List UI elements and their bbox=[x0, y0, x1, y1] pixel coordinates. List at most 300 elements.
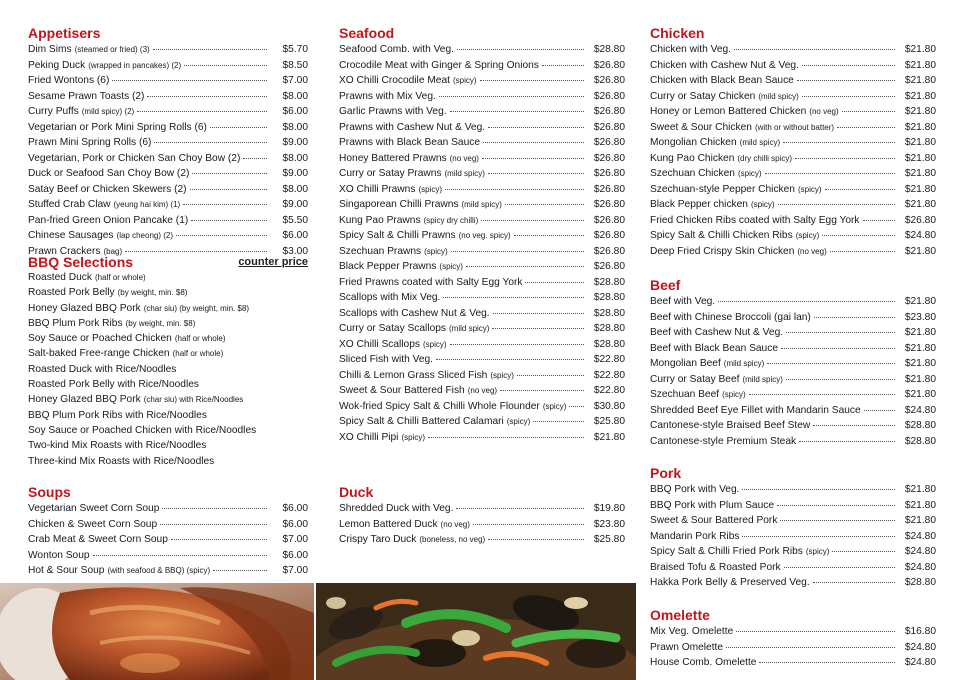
chicken-item-black-pepper-chicken bbox=[650, 197, 936, 213]
appetisers-item-pan-fried-green-onion-pancake-1 bbox=[28, 213, 308, 229]
dot-leader bbox=[813, 425, 895, 426]
item-price: $26.80 bbox=[593, 137, 625, 148]
item-price: $24.80 bbox=[904, 561, 936, 573]
appetisers-item-chinese-sausages bbox=[28, 228, 308, 244]
item-note: (mild spicy) (2) bbox=[81, 107, 135, 116]
item-name: Scallops with Mix Veg. bbox=[339, 292, 441, 303]
item-note: (by weight, min. $8) bbox=[117, 288, 188, 298]
dot-leader bbox=[781, 348, 895, 349]
item-price: $21.80 bbox=[904, 121, 936, 133]
duck-item-lemon-battered-duck bbox=[339, 517, 625, 533]
dot-leader bbox=[488, 173, 584, 174]
item-note: (mild spicy) bbox=[449, 324, 490, 333]
item-name: Mandarin Pork Ribs bbox=[650, 530, 740, 542]
item-price: $21.80 bbox=[593, 431, 625, 443]
dot-leader bbox=[780, 520, 895, 521]
seafood-item-xo-chilli-prawns bbox=[339, 182, 625, 198]
beef-item-cantonese-style-premium-steak bbox=[650, 434, 936, 450]
chicken-item-szechuan-style-pepper-chicken bbox=[650, 182, 936, 198]
chicken-title: Chicken bbox=[650, 25, 705, 41]
dot-leader bbox=[184, 65, 267, 66]
dot-leader bbox=[243, 158, 267, 159]
dot-leader bbox=[451, 251, 584, 252]
item-price: $26.80 bbox=[593, 230, 625, 241]
item-name: Chicken with Cashew Nut & Veg. bbox=[650, 59, 799, 71]
dot-leader bbox=[488, 127, 584, 128]
seafood-section bbox=[339, 25, 625, 445]
soups-item-chicken-sweet-corn-soup bbox=[28, 517, 308, 533]
item-note: (mild spicy) bbox=[461, 200, 502, 209]
item-price: $24.80 bbox=[904, 530, 936, 542]
item-note: (mild spicy) bbox=[444, 169, 485, 178]
item-price: $26.80 bbox=[593, 214, 625, 226]
item-price: $24.80 bbox=[904, 546, 936, 557]
bbq-title: BBQ Selections bbox=[28, 254, 134, 270]
item-name: XO Chilli Crocodile Meat bbox=[339, 75, 450, 86]
dot-leader bbox=[726, 647, 895, 648]
pork-list bbox=[650, 482, 936, 591]
item-name: Crispy Taro Duck bbox=[339, 534, 417, 545]
dot-leader bbox=[210, 127, 267, 128]
item-note: (no veg. spicy) bbox=[458, 231, 511, 240]
seafood-item-seafood-comb-with-veg bbox=[339, 42, 625, 58]
dot-leader bbox=[112, 80, 267, 81]
item-price: $8.00 bbox=[282, 121, 308, 133]
dot-leader bbox=[183, 204, 267, 205]
item-price: $21.80 bbox=[904, 106, 936, 117]
appetisers-item-curry-puffs bbox=[28, 104, 308, 120]
item-price: $21.80 bbox=[904, 168, 936, 179]
item-price: $23.80 bbox=[593, 518, 625, 530]
dot-leader bbox=[742, 489, 895, 490]
item-price: $21.80 bbox=[904, 59, 936, 71]
item-note: (steamed or fried) (3) bbox=[74, 45, 150, 54]
dot-leader bbox=[480, 80, 584, 81]
item-name: Shredded Beef Eye Fillet with Mandarin Sauce bbox=[650, 404, 861, 416]
dot-leader bbox=[799, 441, 895, 442]
item-name: Fried Prawns coated with Salty Egg York bbox=[339, 276, 523, 288]
item-name: Two-kind Mix Roasts with Rice/Noodles bbox=[28, 440, 207, 452]
item-note: (spicy) bbox=[490, 370, 514, 380]
dot-leader bbox=[428, 437, 584, 438]
item-price: $16.80 bbox=[904, 626, 936, 637]
duck-section bbox=[339, 484, 625, 548]
item-price: $24.80 bbox=[904, 657, 936, 668]
item-price: $5.50 bbox=[282, 214, 308, 226]
seafood-item-garlic-prawns-with-veg bbox=[339, 104, 625, 120]
item-price: $21.80 bbox=[904, 137, 936, 148]
seafood-item-crocodile-meat-with-ginger-spring-onions bbox=[339, 58, 625, 74]
counter-price-label: counter price bbox=[238, 256, 308, 268]
beef-item-beef-with-chinese-broccoli-gai-lan bbox=[650, 310, 936, 326]
item-name: XO Chilli Scallops bbox=[339, 338, 420, 350]
item-price: $28.80 bbox=[593, 292, 625, 303]
appetisers-item-satay-beef-or-chicken-skewers-2 bbox=[28, 182, 308, 198]
dot-leader bbox=[445, 189, 584, 190]
item-name: Vegetarian Sweet Corn Soup bbox=[28, 503, 160, 514]
item-note: (spicy) bbox=[737, 169, 762, 178]
bbq-item-roasted-duck-with-rice-noodles bbox=[28, 362, 308, 377]
item-price: $26.80 bbox=[593, 106, 625, 117]
seafood-title: Seafood bbox=[339, 25, 395, 41]
item-price: $26.80 bbox=[593, 152, 625, 164]
pork-item-spicy-salt-chilli-fried-pork-ribs bbox=[650, 544, 936, 560]
dot-leader bbox=[842, 111, 895, 112]
item-price: $26.80 bbox=[593, 75, 625, 86]
dot-leader bbox=[436, 359, 584, 360]
item-note: (mild spicy) bbox=[758, 91, 799, 101]
omelette-item-mix-veg-omelette bbox=[650, 624, 936, 640]
dot-leader bbox=[742, 536, 895, 537]
item-name: BBQ Pork with Plum Sauce bbox=[650, 499, 774, 511]
dot-leader bbox=[767, 363, 895, 364]
dot-leader bbox=[786, 379, 895, 380]
beef-list bbox=[650, 294, 936, 449]
item-price: $22.80 bbox=[593, 354, 625, 365]
item-price: $8.50 bbox=[282, 59, 308, 71]
item-price: $21.80 bbox=[904, 515, 936, 526]
dot-leader bbox=[814, 317, 895, 318]
dot-leader bbox=[153, 49, 267, 50]
seafood-item-prawns-with-mix-veg bbox=[339, 89, 625, 105]
item-name: Fried Wontons (6) bbox=[28, 75, 110, 86]
item-name: Roasted Duck bbox=[28, 272, 92, 283]
item-name: Prawn Crackers bbox=[28, 245, 101, 257]
item-name: Spicy Salt & Chilli Chicken Ribs bbox=[650, 230, 793, 241]
chicken-item-sweet-sour-chicken bbox=[650, 120, 936, 136]
item-note: (half or whole) bbox=[172, 349, 224, 359]
item-name: Soy Sauce or Poached Chicken with Rice/Noodles bbox=[28, 424, 257, 436]
dot-leader bbox=[718, 301, 895, 302]
dot-leader bbox=[863, 220, 895, 221]
item-price: $21.80 bbox=[904, 358, 936, 369]
item-name: BBQ Plum Pork Ribs bbox=[28, 317, 123, 329]
item-note: (spicy) bbox=[439, 262, 463, 271]
item-name: Mix Veg. Omelette bbox=[650, 626, 734, 637]
item-name: Vegetarian or Pork Mini Spring Rolls (6) bbox=[28, 121, 207, 133]
item-price: $21.80 bbox=[904, 152, 936, 164]
item-price: $28.80 bbox=[593, 338, 625, 350]
seafood-item-honey-battered-prawns bbox=[339, 151, 625, 167]
seafood-item-scallops-with-cashew-nut-veg bbox=[339, 306, 625, 322]
omelette-list bbox=[650, 624, 936, 671]
seafood-item-wok-fried-spicy-salt-chilli-whole-flounder bbox=[339, 399, 625, 415]
bbq-item-roasted-duck bbox=[28, 270, 308, 285]
item-price: $26.80 bbox=[593, 183, 625, 195]
item-name: Honey Glazed BBQ Pork bbox=[28, 394, 141, 406]
item-note: (bag) bbox=[103, 246, 123, 256]
dot-leader bbox=[864, 410, 895, 411]
soups-list bbox=[28, 501, 308, 579]
item-note: (no veg) bbox=[440, 519, 470, 529]
item-note: (spicy) bbox=[424, 246, 448, 256]
item-name: Wok-fried Spicy Salt & Chilli Whole Flounder bbox=[339, 400, 540, 412]
seafood-item-curry-or-satay-prawns bbox=[339, 166, 625, 182]
bbq-section bbox=[28, 254, 308, 469]
item-price: $28.80 bbox=[904, 577, 936, 588]
dot-leader bbox=[749, 394, 895, 395]
item-note: (spicy) bbox=[797, 184, 822, 194]
item-name: Garlic Prawns with Veg. bbox=[339, 106, 447, 117]
item-name: Salt-baked Free-range Chicken bbox=[28, 348, 170, 360]
item-note: (no veg) bbox=[467, 386, 498, 395]
pork-item-bbq-pork-with-veg bbox=[650, 482, 936, 498]
item-price: $7.00 bbox=[282, 565, 308, 576]
dot-leader bbox=[784, 567, 895, 568]
item-price: $26.80 bbox=[593, 199, 625, 210]
soups-item-wonton-soup bbox=[28, 548, 308, 564]
soups-title: Soups bbox=[28, 484, 71, 500]
item-name: Seafood Comb. with Veg. bbox=[339, 44, 454, 55]
item-price: $21.80 bbox=[904, 484, 936, 495]
dot-leader bbox=[500, 390, 584, 391]
item-price: $9.00 bbox=[282, 168, 308, 179]
item-name: BBQ Plum Pork Ribs with Rice/Noodles bbox=[28, 409, 207, 421]
item-name: Chicken with Veg. bbox=[650, 44, 731, 55]
seafood-item-kung-pao-prawns bbox=[339, 213, 625, 229]
soups-item-hot-sour-soup bbox=[28, 563, 308, 579]
dot-leader bbox=[154, 142, 267, 143]
dot-leader bbox=[473, 524, 584, 525]
item-name: House Comb. Omelette bbox=[650, 657, 757, 668]
item-name: Wonton Soup bbox=[28, 549, 90, 561]
dot-leader bbox=[825, 189, 895, 190]
dot-leader bbox=[797, 80, 895, 81]
seafood-item-szechuan-prawns bbox=[339, 244, 625, 260]
item-name: Curry or Satay Prawns bbox=[339, 168, 442, 179]
dot-leader bbox=[137, 111, 267, 112]
item-note: (spicy) bbox=[452, 76, 477, 85]
item-name: Mongolian Beef bbox=[650, 358, 721, 369]
item-price: $7.00 bbox=[282, 75, 308, 86]
item-name: Lemon Battered Duck bbox=[339, 518, 438, 530]
beef-title: Beef bbox=[650, 277, 681, 293]
dot-leader bbox=[466, 266, 584, 267]
item-name: Mongolian Chicken bbox=[650, 137, 737, 148]
pork-item-hakka-pork-belly-preserved-veg bbox=[650, 575, 936, 591]
item-name: Sweet & Sour Chicken bbox=[650, 121, 752, 133]
dot-leader bbox=[813, 582, 895, 583]
dot-leader bbox=[832, 551, 895, 552]
beef-item-beef-with-black-bean-sauce bbox=[650, 341, 936, 357]
bbq-item-soy-sauce-or-poached-chicken bbox=[28, 331, 308, 346]
item-name: BBQ Pork with Veg. bbox=[650, 484, 740, 495]
item-price: $6.00 bbox=[282, 230, 308, 241]
item-price: $6.00 bbox=[282, 106, 308, 117]
item-note: (no veg) bbox=[449, 153, 479, 163]
chicken-item-szechuan-chicken bbox=[650, 166, 936, 182]
dot-leader bbox=[176, 235, 267, 236]
item-price: $26.80 bbox=[904, 214, 936, 226]
item-name: Szechuan Chicken bbox=[650, 168, 735, 179]
item-note: (half or whole) bbox=[95, 273, 146, 282]
item-name: Szechuan Beef bbox=[650, 389, 720, 400]
item-note: (wrapped in pancakes) (2) bbox=[88, 60, 182, 70]
item-price: $30.80 bbox=[593, 400, 625, 412]
item-note: (spicy) bbox=[795, 231, 820, 240]
bbq-list bbox=[28, 270, 308, 469]
item-name: Crocodile Meat with Ginger & Spring Onions bbox=[339, 59, 539, 71]
appetisers-item-sesame-prawn-toasts-2 bbox=[28, 89, 308, 105]
pork-item-braised-tofu-roasted-pork bbox=[650, 560, 936, 576]
duck-title: Duck bbox=[339, 484, 374, 500]
item-price: $26.80 bbox=[593, 59, 625, 71]
bbq-item-bbq-plum-pork-ribs bbox=[28, 316, 308, 331]
beef-item-cantonese-style-braised-beef-stew bbox=[650, 418, 936, 434]
beef-section bbox=[650, 277, 936, 449]
item-price: $21.80 bbox=[904, 342, 936, 354]
item-name: Scallops with Cashew Nut & Veg. bbox=[339, 307, 490, 319]
dot-leader bbox=[759, 662, 895, 663]
beef-item-beef-with-cashew-nut-veg bbox=[650, 325, 936, 341]
dot-leader bbox=[443, 297, 584, 298]
bbq-item-roasted-pork-belly bbox=[28, 285, 308, 300]
soups-section bbox=[28, 484, 308, 579]
dot-leader bbox=[830, 251, 895, 252]
dot-leader bbox=[802, 96, 895, 97]
dot-leader bbox=[192, 173, 267, 174]
dot-leader bbox=[533, 421, 584, 422]
item-note: (no veg) bbox=[797, 246, 827, 256]
dot-leader bbox=[736, 631, 895, 632]
dot-leader bbox=[822, 235, 895, 236]
seafood-item-singaporean-chilli-prawns bbox=[339, 197, 625, 213]
omelette-title: Omelette bbox=[650, 607, 710, 623]
chicken-item-chicken-with-cashew-nut-veg bbox=[650, 58, 936, 74]
item-name: Three-kind Mix Roasts with Rice/Noodles bbox=[28, 455, 215, 467]
dot-leader bbox=[569, 406, 584, 407]
dot-leader bbox=[493, 313, 584, 314]
soups-item-crab-meat-sweet-corn-soup bbox=[28, 532, 308, 548]
item-note: (spicy) bbox=[418, 184, 442, 194]
item-name: Prawn Omelette bbox=[650, 641, 724, 653]
dot-leader bbox=[162, 508, 267, 509]
appetisers-item-vegetarian-pork-or-chicken-san-choy-bow-2 bbox=[28, 151, 308, 167]
bbq-item-honey-glazed-bbq-pork bbox=[28, 392, 308, 407]
item-name: Spicy Salt & Chilli Battered Calamari bbox=[339, 416, 504, 427]
omelette-section bbox=[650, 607, 936, 671]
item-name: Curry Puffs bbox=[28, 106, 79, 117]
item-name: Prawns with Mix Veg. bbox=[339, 90, 436, 102]
item-price: $24.80 bbox=[904, 230, 936, 241]
dot-leader bbox=[483, 142, 584, 143]
item-price: $8.00 bbox=[282, 90, 308, 102]
appetisers-item-peking-duck bbox=[28, 58, 308, 74]
item-name: Black Pepper Prawns bbox=[339, 261, 437, 272]
appetisers-item-dim-sims bbox=[28, 42, 308, 58]
item-price: $26.80 bbox=[593, 90, 625, 102]
pork-item-mandarin-pork-ribs bbox=[650, 529, 936, 545]
bbq-item-salt-baked-free-range-chicken bbox=[28, 346, 308, 361]
dot-leader bbox=[734, 49, 895, 50]
seafood-item-spicy-salt-chilli-battered-calamari bbox=[339, 414, 625, 430]
dot-leader bbox=[542, 65, 584, 66]
item-price: $21.80 bbox=[904, 499, 936, 511]
item-name: Peking Duck bbox=[28, 59, 86, 71]
seafood-item-xo-chilli-pipi bbox=[339, 430, 625, 446]
item-name: Szechuan-style Pepper Chicken bbox=[650, 183, 795, 195]
omelette-item-house-comb-omelette bbox=[650, 655, 936, 671]
item-name: Honey Battered Prawns bbox=[339, 152, 447, 164]
item-price: $26.80 bbox=[593, 261, 625, 272]
stir-fry-photo bbox=[316, 583, 636, 680]
duck-item-shredded-duck-with-veg bbox=[339, 501, 625, 517]
appetisers-section bbox=[28, 25, 308, 259]
dot-leader bbox=[450, 344, 584, 345]
item-name: XO Chilli Prawns bbox=[339, 183, 416, 195]
seafood-item-spicy-salt-chilli-prawns bbox=[339, 228, 625, 244]
chicken-item-curry-or-satay-chicken bbox=[650, 89, 936, 105]
appetisers-item-vegetarian-or-pork-mini-spring-rolls-6 bbox=[28, 120, 308, 136]
item-name: Curry or Satay Scallops bbox=[339, 323, 447, 334]
item-price: $21.80 bbox=[904, 90, 936, 102]
item-name: Shredded Duck with Veg. bbox=[339, 503, 454, 514]
item-price: $21.80 bbox=[904, 327, 936, 338]
bbq-item-three-kind-mix-roasts-with-rice-noodles bbox=[28, 454, 308, 469]
item-name: Spicy Salt & Chilli Prawns bbox=[339, 230, 456, 241]
duck-item-crispy-taro-duck bbox=[339, 532, 625, 548]
chicken-item-mongolian-chicken bbox=[650, 135, 936, 151]
appetisers-item-stuffed-crab-claw bbox=[28, 197, 308, 213]
item-name: Crab Meat & Sweet Corn Soup bbox=[28, 534, 168, 545]
item-name: Vegetarian, Pork or Chicken San Choy Bow (2) bbox=[28, 152, 241, 164]
dot-leader bbox=[517, 375, 584, 376]
item-name: Spicy Salt & Chilli Fried Pork Ribs bbox=[650, 546, 803, 557]
item-name: Sweet & Sour Battered Pork bbox=[650, 515, 778, 526]
item-price: $24.80 bbox=[904, 641, 936, 653]
item-price: $9.00 bbox=[282, 137, 308, 148]
item-name: Beef with Cashew Nut & Veg. bbox=[650, 327, 784, 338]
item-name: Chinese Sausages bbox=[28, 230, 114, 241]
item-price: $21.80 bbox=[904, 296, 936, 307]
item-price: $21.80 bbox=[904, 373, 936, 385]
item-name: Honey or Lemon Battered Chicken bbox=[650, 106, 807, 117]
pork-title: Pork bbox=[650, 465, 682, 481]
item-note: (spicy) bbox=[722, 390, 746, 399]
item-name: Duck or Seafood San Choy Bow (2) bbox=[28, 168, 190, 179]
seafood-list bbox=[339, 42, 625, 445]
item-name: Pan-fried Green Onion Pancake (1) bbox=[28, 214, 189, 226]
item-name: Honey Glazed BBQ Pork bbox=[28, 302, 141, 314]
bbq-item-two-kind-mix-roasts-with-rice-noodles bbox=[28, 438, 308, 453]
beef-item-mongolian-beef bbox=[650, 356, 936, 372]
item-name: Chicken & Sweet Corn Soup bbox=[28, 518, 158, 530]
item-name: Beef with Veg. bbox=[650, 296, 716, 307]
item-price: $28.80 bbox=[593, 44, 625, 55]
chicken-item-deep-fried-crispy-skin-chicken bbox=[650, 244, 936, 260]
item-name: Hakka Pork Belly & Preserved Veg. bbox=[650, 577, 810, 588]
item-note: (dry chilli spicy) bbox=[737, 153, 793, 163]
item-note: (by weight, min. $8) bbox=[125, 318, 196, 328]
item-price: $21.80 bbox=[904, 75, 936, 86]
item-price: $22.80 bbox=[593, 369, 625, 381]
item-name: Hot & Sour Soup bbox=[28, 565, 105, 576]
item-note: (mild spicy) bbox=[723, 359, 765, 368]
item-name: Beef with Chinese Broccoli (gai lan) bbox=[650, 311, 811, 323]
item-price: $28.80 bbox=[593, 276, 625, 288]
beef-item-beef-with-veg bbox=[650, 294, 936, 310]
omelette-item-prawn-omelette bbox=[650, 640, 936, 656]
item-note: (boneless, no veg) bbox=[419, 535, 486, 544]
appetisers-item-fried-wontons-6 bbox=[28, 73, 308, 89]
item-name: XO Chilli Pipi bbox=[339, 431, 399, 443]
chicken-item-chicken-with-black-bean-sauce bbox=[650, 73, 936, 89]
appetisers-list bbox=[28, 42, 308, 259]
item-note: (with or without batter) bbox=[754, 122, 835, 132]
dot-leader bbox=[450, 111, 584, 112]
item-name: Braised Tofu & Roasted Pork bbox=[650, 561, 781, 573]
bbq-item-soy-sauce-or-poached-chicken-with-rice-noodles bbox=[28, 423, 308, 438]
